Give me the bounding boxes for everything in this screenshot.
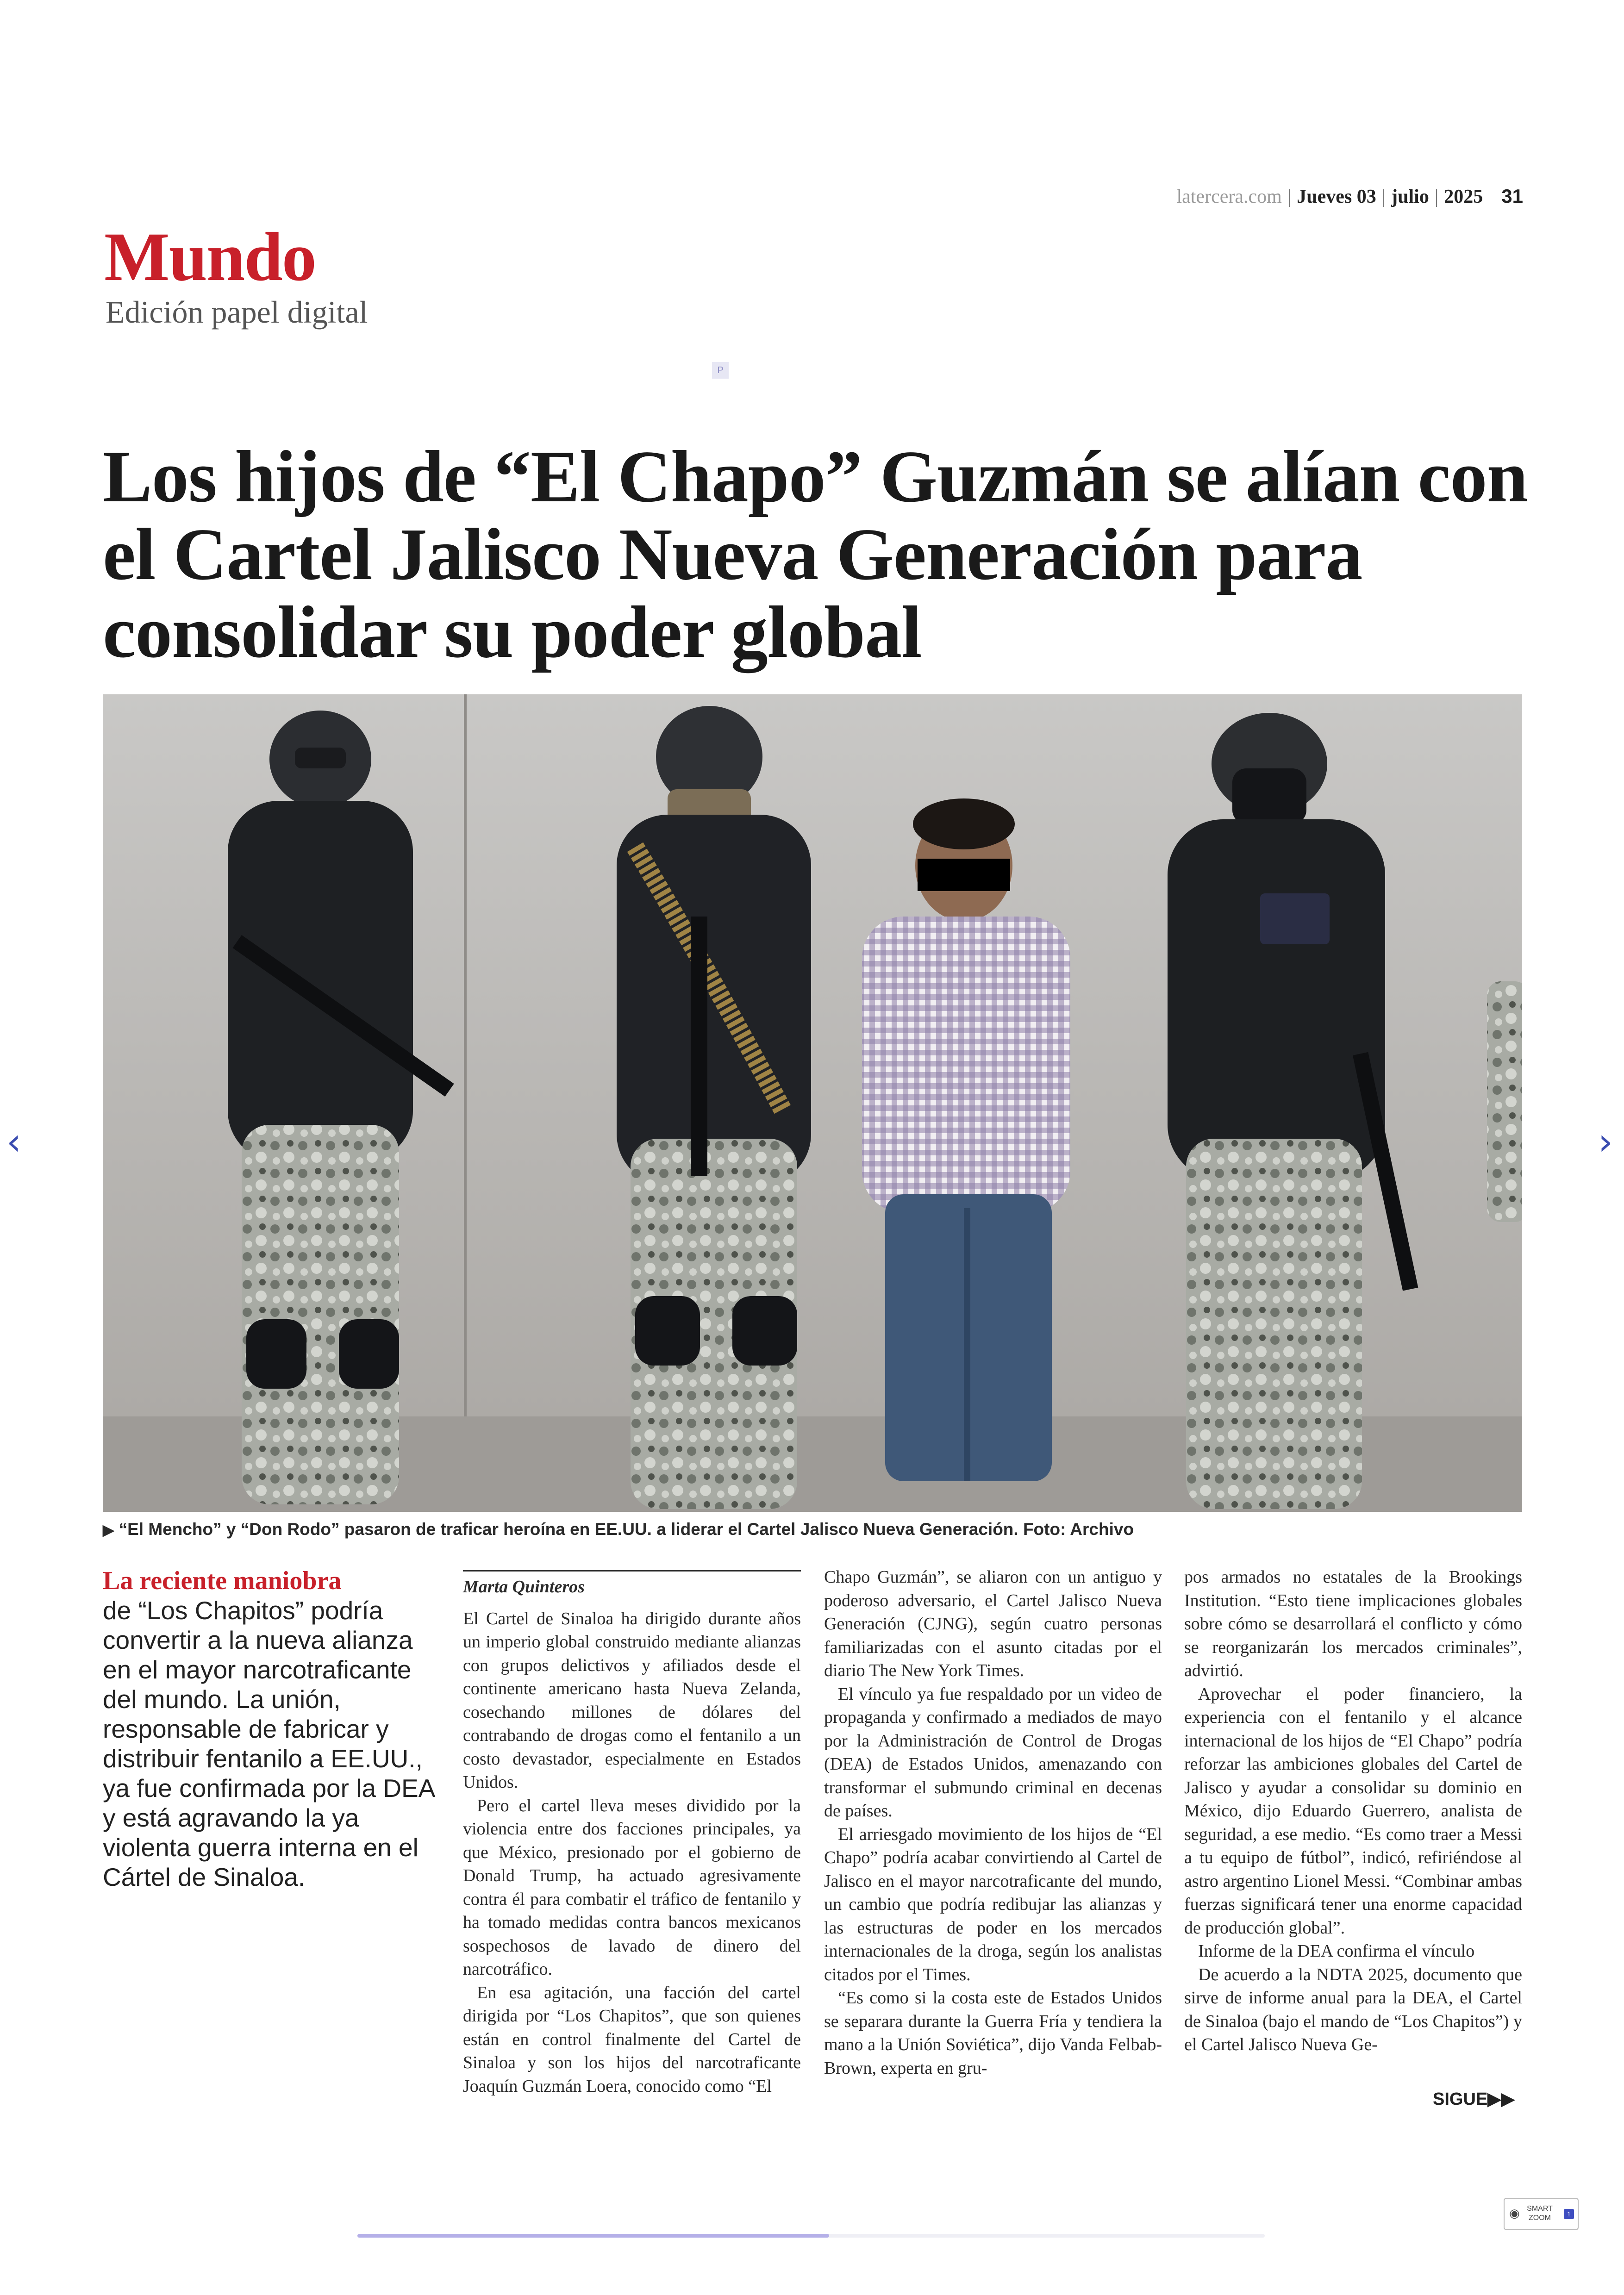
caption-triangle-icon: ▶ bbox=[103, 1522, 114, 1538]
paragraph: En esa agitación, una facción del cartel dirigida por “Los Chapitos”, que son quienes están en control finalmente del Cartel de Sinaloa y son los hijos del narcotraficante Joaquín Guzmán Loera, conocido como “El bbox=[463, 1983, 801, 2096]
previous-page-button[interactable] bbox=[6, 1120, 21, 1163]
site-name: latercera.com bbox=[1176, 186, 1282, 207]
paragraph: Pero el cartel lleva meses dividido por la violencia entre dos facciones principales, ya que México, presionado por el gobierno de Donald Trump, ha actuado agresivamente contra él para combatir el tráfico de fentanilo y ha tomado medidas contra bancos mexicanos sospechosos de lavado de dinero del narcotráfico. bbox=[463, 1796, 801, 1979]
photo-caption bbox=[103, 1520, 1522, 1539]
chevron-right-icon: › bbox=[1598, 1120, 1613, 1163]
article-column-2 bbox=[824, 1565, 1162, 2080]
header-year: 2025 bbox=[1444, 186, 1483, 207]
smart-zoom-button[interactable] bbox=[1504, 2198, 1579, 2230]
smart-zoom-label: SMART ZOOM bbox=[1527, 2205, 1553, 2222]
chevron-left-icon: ‹ bbox=[6, 1120, 21, 1163]
caption-text: “El Mencho” y “Don Rodo” pasaron de traficar heroína en EE.UU. a liderar el Cartel Jalisco Nueva Generación. Foto: Archivo bbox=[119, 1520, 1134, 1539]
paragraph: Aprovechar el poder financiero, la experiencia con el fentanilo y el alcance internacional de los hijos de “El Chapo” podría reforzar las ambiciones globales del Cartel de Jalisco y ayudar a consolidar su dominio en México, dijo Eduardo Guerrero, analista de seguridad, a ese medio. “Es como traer a Messi a tu equipo de fútbol”, indicó, refiriéndose al astro argentino Lionel Messi. “Combinar ambas fuerzas significará tener una enorme capacidad de producción global”. bbox=[1184, 1684, 1522, 1938]
article-column-3 bbox=[1184, 1565, 1522, 2057]
section-title: Mundo bbox=[104, 218, 316, 295]
paragraph: Chapo Guzmán”, se aliaron con un antiguo y poderoso adversario, el Cartel Jalisco Nueva Generación (CJNG), según cuatro personas familiarizadas con el asunto citadas por el diario The New York Times. bbox=[824, 1567, 1162, 1680]
section-subtitle: Edición papel digital bbox=[106, 294, 368, 330]
subheading: Informe de la DEA confirma el vínculo bbox=[1198, 1941, 1475, 1961]
page-header-line bbox=[1139, 185, 1523, 208]
photo-illustration bbox=[103, 694, 1522, 1512]
paragraph: El vínculo ya fue respaldado por un video de propaganda y confirmado a mediados de mayo por la Administración de Control de Drogas (DEA) de Estados Unidos, amenazando con transformar el submundo criminal en decenas de países. bbox=[824, 1684, 1162, 1821]
paragraph: “Es como si la costa este de Estados Unidos se separara durante la Guerra Fría y tendiera la mano a la Unión Soviética”, dijo Vanda Felbab-Brown, experta en gru- bbox=[824, 1988, 1162, 2078]
paragraph: pos armados no estatales de la Brookings Institution. “Esto tiene implicaciones globales sobre cómo se desarrollará el conflicto y cómo se reorganizarán los mercados criminales”, advirtió. bbox=[1184, 1567, 1522, 1680]
paragraph: El Cartel de Sinaloa ha dirigido durante años un imperio global construido mediante alianzas con grupos delictivos y afiliados desde el continente americano hasta Nueva Zelanda, cosechando millones de dólares del contrabando de drogas como el fentanilo a un costo devastador, especialmente en Estados Unidos. bbox=[463, 1609, 801, 1792]
paragraph: De acuerdo a la NDTA 2025, documento que sirve de informe anual para la DEA, el Cartel de Sinaloa (bajo el mando de “Los Chapitos”) y el Cartel Jalisco Nueva Ge- bbox=[1184, 1964, 1522, 2054]
next-page-button[interactable] bbox=[1598, 1120, 1613, 1163]
paragraph: El arriesgado movimiento de los hijos de “El Chapo” podría acabar convirtiendo al Cartel de Jalisco en el mayor narcotraficante del mundo, un cambio que podría redibujar las alianzas y las estructuras de poder en los mercados internacionales de la droga, según los analistas citados por el Times. bbox=[824, 1824, 1162, 1984]
eye-icon: ◉ bbox=[1509, 2206, 1520, 2220]
article-photo bbox=[103, 694, 1522, 1512]
reading-progress-fill bbox=[357, 2234, 829, 2238]
article-column-1 bbox=[463, 1570, 801, 2098]
header-day: Jueves 03 bbox=[1297, 186, 1376, 207]
separator: | bbox=[1381, 186, 1386, 207]
author-byline: Marta Quinteros bbox=[463, 1570, 801, 1599]
header-month: julio bbox=[1391, 186, 1429, 207]
continue-label: SIGUE bbox=[1433, 2089, 1488, 2109]
reading-progress-bar[interactable] bbox=[357, 2234, 1265, 2238]
soldier-figure bbox=[617, 706, 811, 1509]
smart-zoom-page-badge: 1 bbox=[1564, 2209, 1574, 2219]
lead-kicker: La reciente maniobra bbox=[103, 1566, 342, 1595]
page-marker-badge[interactable]: P bbox=[712, 362, 729, 379]
separator: | bbox=[1434, 186, 1439, 207]
page-number: 31 bbox=[1501, 185, 1523, 207]
continue-link[interactable] bbox=[1433, 2089, 1515, 2109]
article-headline: Los hijos de “El Chapo” Guzmán se alían con el Cartel Jalisco Nueva Generación para consolidar su poder global bbox=[103, 435, 1528, 673]
separator: | bbox=[1287, 186, 1292, 207]
lead-text: de “Los Chapitos” podría convertir a la nueva alianza en el mayor narcotraficante del mundo. La unión, responsable de fabricar y distribuir fentanilo a EE.UU., ya fue confirmada por la DEA y está agravando la ya violenta guerra interna en el Cártel de Sinaloa. bbox=[103, 1596, 434, 1891]
double-play-icon: ▶▶ bbox=[1487, 2089, 1515, 2109]
article-lead bbox=[103, 1565, 445, 1892]
